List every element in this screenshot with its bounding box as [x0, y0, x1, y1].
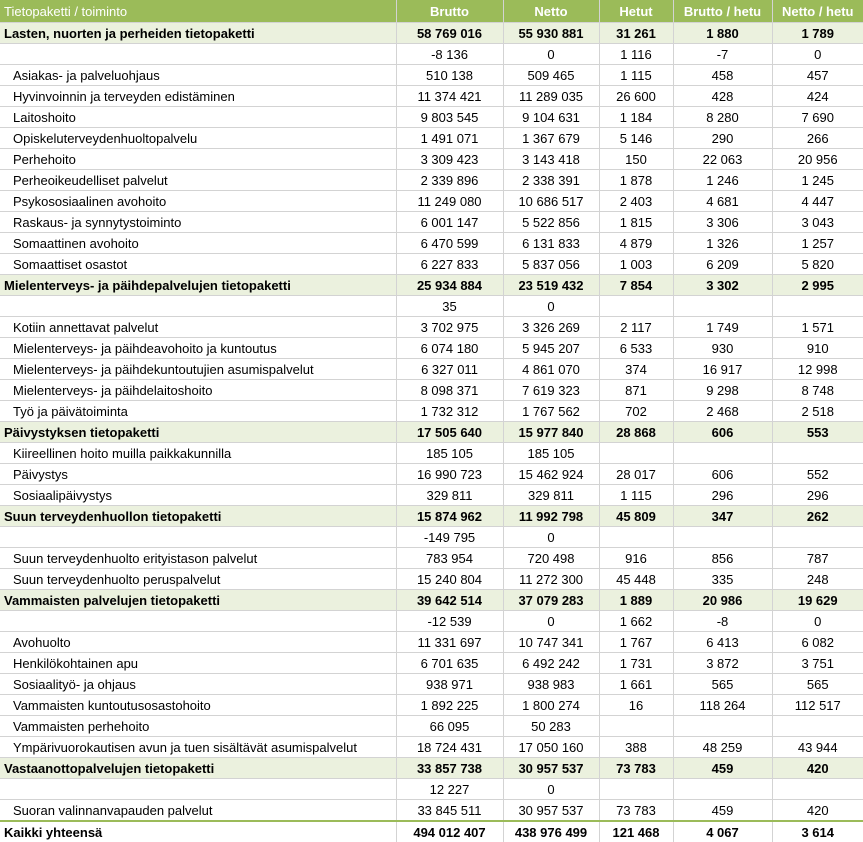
- value-cell: 28 017: [599, 464, 673, 485]
- value-cell: 606: [673, 422, 772, 443]
- value-cell: 3 872: [673, 653, 772, 674]
- value-cell: 4 681: [673, 191, 772, 212]
- value-cell: 2 117: [599, 317, 673, 338]
- service-name: Suun terveydenhuolto erityistason palvelut: [0, 548, 396, 569]
- value-cell: 11 272 300: [503, 569, 599, 590]
- table-row: [0, 317, 863, 338]
- value-cell: 5 820: [772, 254, 863, 275]
- value-cell: 1 257: [772, 233, 863, 254]
- service-name: Suun terveydenhuolto peruspalvelut: [0, 569, 396, 590]
- value-cell: 11 992 798: [503, 506, 599, 527]
- service-name: Henkilökohtainen apu: [0, 653, 396, 674]
- value-cell: 3 751: [772, 653, 863, 674]
- value-cell: 606: [673, 464, 772, 485]
- value-cell: 20 986: [673, 590, 772, 611]
- value-cell: 420: [772, 800, 863, 822]
- value-cell: 3 302: [673, 275, 772, 296]
- table-row: [0, 44, 863, 65]
- value-cell: 10 686 517: [503, 191, 599, 212]
- value-cell: 5 945 207: [503, 338, 599, 359]
- header-cell: Hetut: [599, 0, 673, 23]
- value-cell: 73 783: [599, 758, 673, 779]
- value-cell: 720 498: [503, 548, 599, 569]
- service-name: Somaattinen avohoito: [0, 233, 396, 254]
- table-header-row: [0, 0, 863, 23]
- value-cell: 459: [673, 758, 772, 779]
- value-cell: 6 131 833: [503, 233, 599, 254]
- header-cell: Tietopaketti / toiminto: [0, 0, 396, 23]
- value-cell: 0: [503, 527, 599, 548]
- value-cell: [772, 716, 863, 737]
- package-name: Vastaanottopalvelujen tietopaketti: [0, 758, 396, 779]
- service-name: Perheoikeudelliset palvelut: [0, 170, 396, 191]
- table-row: [0, 86, 863, 107]
- value-cell: 916: [599, 548, 673, 569]
- value-cell: 22 063: [673, 149, 772, 170]
- value-cell: [772, 527, 863, 548]
- table-row: [0, 569, 863, 590]
- value-cell: [599, 443, 673, 464]
- service-name: Vammaisten kuntoutusosastohoito: [0, 695, 396, 716]
- service-name: [0, 44, 396, 65]
- value-cell: 50 283: [503, 716, 599, 737]
- value-cell: 1 880: [673, 23, 772, 44]
- package-name: Lasten, nuorten ja perheiden tietopaketti: [0, 23, 396, 44]
- value-cell: 0: [772, 44, 863, 65]
- value-cell: 66 095: [396, 716, 503, 737]
- table-row: [0, 464, 863, 485]
- value-cell: 5 146: [599, 128, 673, 149]
- value-cell: 2 468: [673, 401, 772, 422]
- value-cell: 3 702 975: [396, 317, 503, 338]
- table-row: [0, 254, 863, 275]
- value-cell: 1 367 679: [503, 128, 599, 149]
- value-cell: 45 448: [599, 569, 673, 590]
- value-cell: [673, 527, 772, 548]
- value-cell: 5 837 056: [503, 254, 599, 275]
- value-cell: 6 701 635: [396, 653, 503, 674]
- value-cell: 3 043: [772, 212, 863, 233]
- value-cell: 43 944: [772, 737, 863, 758]
- value-cell: 16 990 723: [396, 464, 503, 485]
- value-cell: 1 662: [599, 611, 673, 632]
- header-cell: Brutto / hetu: [673, 0, 772, 23]
- value-cell: [599, 527, 673, 548]
- value-cell: 938 971: [396, 674, 503, 695]
- value-cell: 1 889: [599, 590, 673, 611]
- value-cell: [772, 443, 863, 464]
- value-cell: [599, 296, 673, 317]
- table-row: [0, 296, 863, 317]
- value-cell: 248: [772, 569, 863, 590]
- table-row: [0, 149, 863, 170]
- service-name: Päivystys: [0, 464, 396, 485]
- value-cell: 388: [599, 737, 673, 758]
- value-cell: 0: [503, 611, 599, 632]
- value-cell: 509 465: [503, 65, 599, 86]
- service-name: Suoran valinnanvapauden palvelut: [0, 800, 396, 822]
- value-cell: -8 136: [396, 44, 503, 65]
- total-cell: 494 012 407: [396, 821, 503, 842]
- service-name: [0, 611, 396, 632]
- value-cell: 8 748: [772, 380, 863, 401]
- value-cell: 17 505 640: [396, 422, 503, 443]
- table-row: [0, 800, 863, 822]
- package-row: [0, 506, 863, 527]
- value-cell: 2 518: [772, 401, 863, 422]
- value-cell: 9 803 545: [396, 107, 503, 128]
- table-row: [0, 653, 863, 674]
- value-cell: 15 462 924: [503, 464, 599, 485]
- service-name: Työ ja päivätoiminta: [0, 401, 396, 422]
- value-cell: 2 403: [599, 191, 673, 212]
- value-cell: 459: [673, 800, 772, 822]
- value-cell: 871: [599, 380, 673, 401]
- value-cell: 1 245: [772, 170, 863, 191]
- value-cell: 39 642 514: [396, 590, 503, 611]
- value-cell: 58 769 016: [396, 23, 503, 44]
- service-name: Opiskeluterveydenhuoltopalvelu: [0, 128, 396, 149]
- service-name: Mielenterveys- ja päihdelaitoshoito: [0, 380, 396, 401]
- value-cell: 262: [772, 506, 863, 527]
- service-name: Mielenterveys- ja päihdekuntoutujien asumispalvelut: [0, 359, 396, 380]
- value-cell: 856: [673, 548, 772, 569]
- table-row: [0, 359, 863, 380]
- value-cell: 458: [673, 65, 772, 86]
- value-cell: 185 105: [503, 443, 599, 464]
- package-row: [0, 758, 863, 779]
- value-cell: 1 571: [772, 317, 863, 338]
- value-cell: 118 264: [673, 695, 772, 716]
- value-cell: 11 249 080: [396, 191, 503, 212]
- value-cell: 4 447: [772, 191, 863, 212]
- value-cell: 9 298: [673, 380, 772, 401]
- value-cell: 0: [503, 44, 599, 65]
- table-row: [0, 233, 863, 254]
- value-cell: 296: [772, 485, 863, 506]
- service-name: Sosiaalipäivystys: [0, 485, 396, 506]
- value-cell: 6 470 599: [396, 233, 503, 254]
- service-name: [0, 296, 396, 317]
- table-row: [0, 548, 863, 569]
- value-cell: 1 003: [599, 254, 673, 275]
- table-row: [0, 527, 863, 548]
- service-name: Vammaisten perhehoito: [0, 716, 396, 737]
- value-cell: [772, 779, 863, 800]
- package-row: [0, 590, 863, 611]
- value-cell: 185 105: [396, 443, 503, 464]
- value-cell: 420: [772, 758, 863, 779]
- table-row: [0, 380, 863, 401]
- value-cell: 428: [673, 86, 772, 107]
- value-cell: 510 138: [396, 65, 503, 86]
- value-cell: 18 724 431: [396, 737, 503, 758]
- value-cell: 15 977 840: [503, 422, 599, 443]
- value-cell: 702: [599, 401, 673, 422]
- table-row: [0, 170, 863, 191]
- value-cell: 6 533: [599, 338, 673, 359]
- value-cell: 1 731: [599, 653, 673, 674]
- value-cell: 553: [772, 422, 863, 443]
- value-cell: 17 050 160: [503, 737, 599, 758]
- value-cell: 7 854: [599, 275, 673, 296]
- package-name: Vammaisten palvelujen tietopaketti: [0, 590, 396, 611]
- value-cell: 1 815: [599, 212, 673, 233]
- value-cell: [673, 779, 772, 800]
- package-name: Suun terveydenhuollon tietopaketti: [0, 506, 396, 527]
- value-cell: 6 082: [772, 632, 863, 653]
- table-body: [0, 23, 863, 822]
- value-cell: 1 892 225: [396, 695, 503, 716]
- value-cell: 15 874 962: [396, 506, 503, 527]
- value-cell: 938 983: [503, 674, 599, 695]
- value-cell: 35: [396, 296, 503, 317]
- service-name: Hyvinvoinnin ja terveyden edistäminen: [0, 86, 396, 107]
- total-cell: 121 468: [599, 821, 673, 842]
- value-cell: 1 184: [599, 107, 673, 128]
- header-cell: Brutto: [396, 0, 503, 23]
- value-cell: 4 861 070: [503, 359, 599, 380]
- table-row: [0, 107, 863, 128]
- value-cell: -7: [673, 44, 772, 65]
- value-cell: [673, 443, 772, 464]
- package-row: [0, 23, 863, 44]
- value-cell: 290: [673, 128, 772, 149]
- total-cell: 4 067: [673, 821, 772, 842]
- value-cell: 1 767 562: [503, 401, 599, 422]
- total-cell: 3 614: [772, 821, 863, 842]
- service-name: Asiakas- ja palveluohjaus: [0, 65, 396, 86]
- value-cell: 374: [599, 359, 673, 380]
- value-cell: 20 956: [772, 149, 863, 170]
- value-cell: 2 338 391: [503, 170, 599, 191]
- value-cell: 1 732 312: [396, 401, 503, 422]
- value-cell: 6 327 011: [396, 359, 503, 380]
- table-row: [0, 737, 863, 758]
- table-row: [0, 338, 863, 359]
- value-cell: 11 331 697: [396, 632, 503, 653]
- package-name: Mielenterveys- ja päihdepalvelujen tietopaketti: [0, 275, 396, 296]
- value-cell: 6 492 242: [503, 653, 599, 674]
- table-row: [0, 65, 863, 86]
- value-cell: 1 878: [599, 170, 673, 191]
- value-cell: 266: [772, 128, 863, 149]
- value-cell: 7 619 323: [503, 380, 599, 401]
- value-cell: 12 227: [396, 779, 503, 800]
- value-cell: 12 998: [772, 359, 863, 380]
- value-cell: 10 747 341: [503, 632, 599, 653]
- total-cell: 438 976 499: [503, 821, 599, 842]
- value-cell: 0: [503, 779, 599, 800]
- service-name: Kiireellinen hoito muilla paikkakunnilla: [0, 443, 396, 464]
- value-cell: 6 209: [673, 254, 772, 275]
- total-label: Kaikki yhteensä: [0, 821, 396, 842]
- service-name: Sosiaalityö- ja ohjaus: [0, 674, 396, 695]
- value-cell: 48 259: [673, 737, 772, 758]
- value-cell: 15 240 804: [396, 569, 503, 590]
- value-cell: 8 280: [673, 107, 772, 128]
- value-cell: [673, 296, 772, 317]
- value-cell: 1 116: [599, 44, 673, 65]
- value-cell: 26 600: [599, 86, 673, 107]
- table-row: [0, 779, 863, 800]
- value-cell: 112 517: [772, 695, 863, 716]
- service-name: Kotiin annettavat palvelut: [0, 317, 396, 338]
- value-cell: 1 115: [599, 65, 673, 86]
- value-cell: [772, 296, 863, 317]
- value-cell: 11 289 035: [503, 86, 599, 107]
- value-cell: 1 115: [599, 485, 673, 506]
- value-cell: 31 261: [599, 23, 673, 44]
- value-cell: 424: [772, 86, 863, 107]
- service-name: Mielenterveys- ja päihdeavohoito ja kuntoutus: [0, 338, 396, 359]
- table-row: [0, 674, 863, 695]
- table-row: [0, 212, 863, 233]
- value-cell: 1 661: [599, 674, 673, 695]
- service-name: Raskaus- ja synnytystoiminto: [0, 212, 396, 233]
- value-cell: 2 995: [772, 275, 863, 296]
- value-cell: 6 413: [673, 632, 772, 653]
- value-cell: 9 104 631: [503, 107, 599, 128]
- value-cell: 7 690: [772, 107, 863, 128]
- package-name: Päivystyksen tietopaketti: [0, 422, 396, 443]
- value-cell: 45 809: [599, 506, 673, 527]
- value-cell: 457: [772, 65, 863, 86]
- table-row: [0, 128, 863, 149]
- value-cell: 1 326: [673, 233, 772, 254]
- value-cell: 4 879: [599, 233, 673, 254]
- value-cell: 6 227 833: [396, 254, 503, 275]
- service-name: [0, 527, 396, 548]
- value-cell: 0: [772, 611, 863, 632]
- value-cell: [599, 779, 673, 800]
- value-cell: 296: [673, 485, 772, 506]
- header-cell: Netto: [503, 0, 599, 23]
- table-row: [0, 485, 863, 506]
- value-cell: 6 074 180: [396, 338, 503, 359]
- table-row: [0, 716, 863, 737]
- value-cell: -12 539: [396, 611, 503, 632]
- value-cell: 6 001 147: [396, 212, 503, 233]
- value-cell: [673, 716, 772, 737]
- value-cell: 329 811: [503, 485, 599, 506]
- value-cell: 787: [772, 548, 863, 569]
- value-cell: 910: [772, 338, 863, 359]
- value-cell: 3 326 269: [503, 317, 599, 338]
- value-cell: 25 934 884: [396, 275, 503, 296]
- value-cell: 329 811: [396, 485, 503, 506]
- value-cell: 5 522 856: [503, 212, 599, 233]
- table-row: [0, 632, 863, 653]
- service-name: Perhehoito: [0, 149, 396, 170]
- service-name: Avohuolto: [0, 632, 396, 653]
- service-name: Laitoshoito: [0, 107, 396, 128]
- value-cell: -8: [673, 611, 772, 632]
- value-cell: 565: [673, 674, 772, 695]
- value-cell: 3 309 423: [396, 149, 503, 170]
- table-row: [0, 443, 863, 464]
- service-name: Psykososiaalinen avohoito: [0, 191, 396, 212]
- table-row: [0, 611, 863, 632]
- value-cell: 150: [599, 149, 673, 170]
- value-cell: -149 795: [396, 527, 503, 548]
- value-cell: 930: [673, 338, 772, 359]
- value-cell: 1 767: [599, 632, 673, 653]
- value-cell: 3 143 418: [503, 149, 599, 170]
- value-cell: 565: [772, 674, 863, 695]
- package-row: [0, 275, 863, 296]
- value-cell: 1 246: [673, 170, 772, 191]
- value-cell: 16 917: [673, 359, 772, 380]
- value-cell: 8 098 371: [396, 380, 503, 401]
- table-row: [0, 695, 863, 716]
- table-row: [0, 401, 863, 422]
- value-cell: 0: [503, 296, 599, 317]
- value-cell: 30 957 537: [503, 800, 599, 822]
- total-row: [0, 821, 863, 842]
- service-name: Somaattiset osastot: [0, 254, 396, 275]
- value-cell: 1 789: [772, 23, 863, 44]
- header-cell: Netto / hetu: [772, 0, 863, 23]
- value-cell: 28 868: [599, 422, 673, 443]
- value-cell: 3 306: [673, 212, 772, 233]
- package-row: [0, 422, 863, 443]
- value-cell: 30 957 537: [503, 758, 599, 779]
- table-row: [0, 191, 863, 212]
- value-cell: 23 519 432: [503, 275, 599, 296]
- value-cell: 16: [599, 695, 673, 716]
- value-cell: 55 930 881: [503, 23, 599, 44]
- value-cell: [599, 716, 673, 737]
- service-name: [0, 779, 396, 800]
- value-cell: 11 374 421: [396, 86, 503, 107]
- value-cell: 552: [772, 464, 863, 485]
- value-cell: 2 339 896: [396, 170, 503, 191]
- value-cell: 33 845 511: [396, 800, 503, 822]
- value-cell: 783 954: [396, 548, 503, 569]
- value-cell: 1 800 274: [503, 695, 599, 716]
- value-cell: 347: [673, 506, 772, 527]
- value-cell: 73 783: [599, 800, 673, 822]
- value-cell: 37 079 283: [503, 590, 599, 611]
- value-cell: 1 749: [673, 317, 772, 338]
- value-cell: 1 491 071: [396, 128, 503, 149]
- service-name: Ympärivuorokautisen avun ja tuen sisältävät asumispalvelut: [0, 737, 396, 758]
- value-cell: 19 629: [772, 590, 863, 611]
- value-cell: 335: [673, 569, 772, 590]
- value-cell: 33 857 738: [396, 758, 503, 779]
